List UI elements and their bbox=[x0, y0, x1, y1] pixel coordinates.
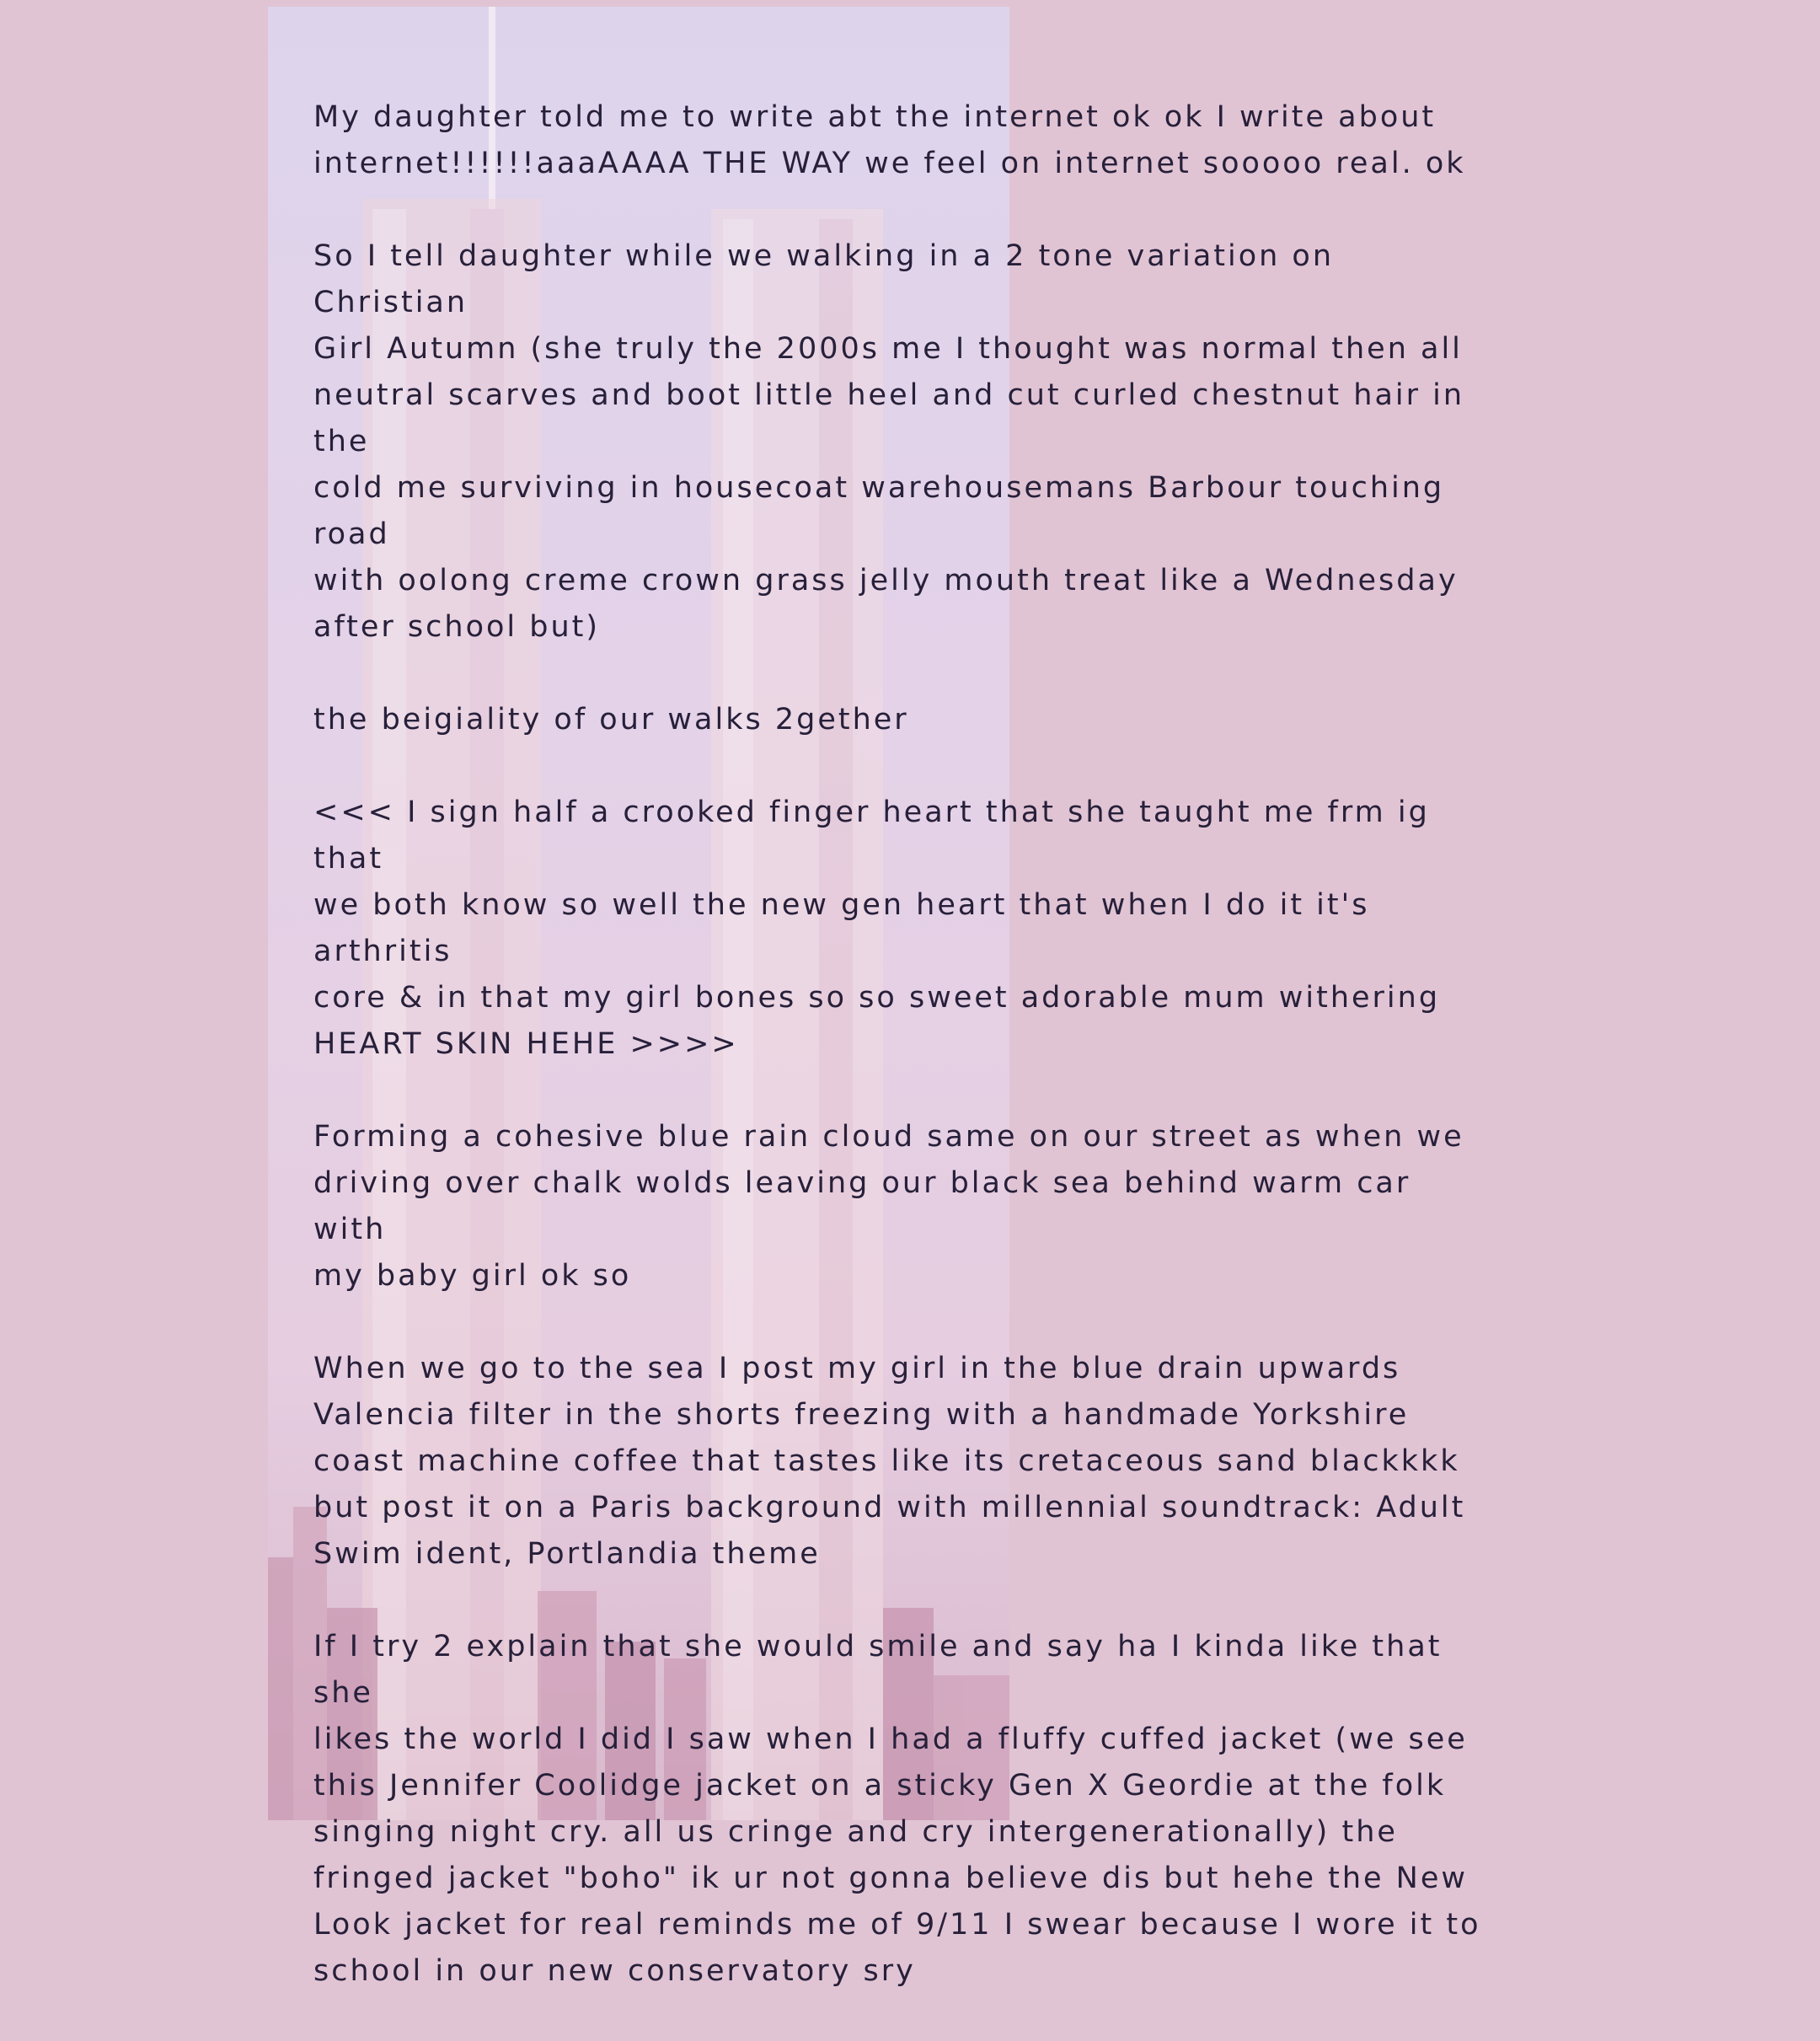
poem-stanza: Forming a cohesive blue rain cloud same on our street as when we driving over chalk wolds leaving our black sea behind warm car with my baby girl ok so bbox=[313, 1120, 1464, 1293]
poem-stanza: My daughter told me to write abt the internet ok ok I write about internet!!!!!!aaaAAAA THE WAY we feel on internet sooooo real. ok bbox=[313, 100, 1466, 180]
poem-stanza: the beigiality of our walks 2gether bbox=[313, 703, 909, 737]
poem-text bbox=[313, 94, 1493, 2041]
poem-stanza: When we go to the sea I post my girl in the blue drain upwards Valencia filter in the shorts freezing with a handmade Yorkshire coast machine coffee that tastes like its cretaceous sand blackkkk but post it on a Paris background with millennial soundtrack: Adult Swim ident, Portlandia theme bbox=[313, 1352, 1466, 1571]
poem-stanza: <<< I sign half a crooked finger heart that she taught me frm ig that we both know so well the new gen heart that when I do it it's arthritis core & in that my girl bones so so sweet adorable mum withering HEART SKIN HEHE >>>> bbox=[313, 796, 1441, 1061]
poem-stanza: If I try 2 explain that she would smile and say ha I kinda like that she likes the world I did I saw when I had a fluffy cuffed jacket (we see this Jennifer Coolidge jacket on a sticky Gen X Geordie at the folk singing night cry. all us cringe and cry intergenerationally) the fringed jacket "boho" ik ur not gonna believe dis but hehe the New Look jacket for real reminds me of 9/11 I swear because I wore it to school in our new conservatory sry bbox=[313, 1630, 1481, 1988]
poem-stanza: So I tell daughter while we walking in a 2 tone variation on Christian Girl Autumn (she truly the 2000s me I thought was normal then all neutral scarves and boot little heel and cut curled chestnut hair in the cold me surviving in housecoat warehousemans Barbour touching road with oolong creme crown grass jelly mouth treat like a Wednesday after school but) bbox=[313, 239, 1465, 644]
